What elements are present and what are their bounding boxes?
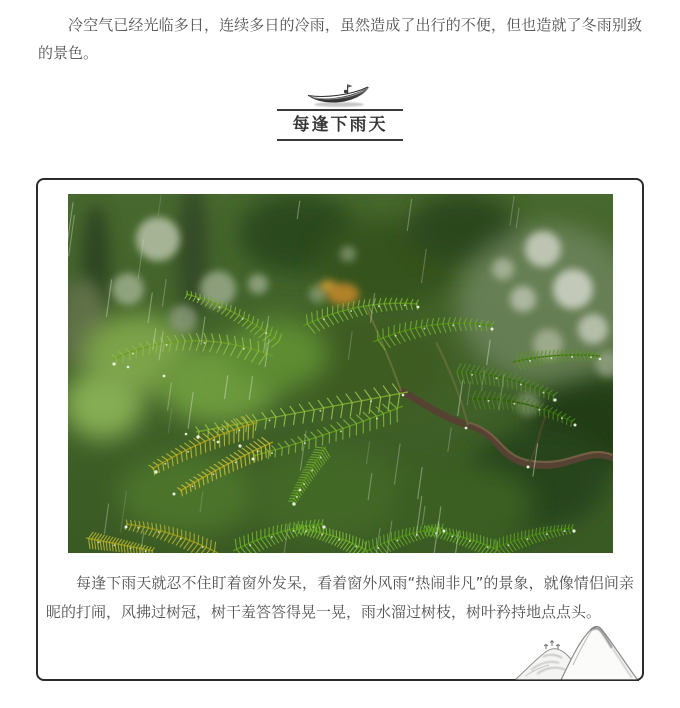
photo-caption: 每逢下雨天就忍不住盯着窗外发呆，看着窗外风雨“热闹非凡”的景象，就像情侣间亲昵的打闹，风拂过树冠，树干羞答答得晃一晃，雨水溜过树枝，树叶矜持地点点头。: [46, 574, 634, 621]
divider-line-bottom: [277, 139, 403, 141]
mountain-icon: [513, 621, 639, 681]
section-header: [277, 109, 403, 141]
section-title: 每逢下雨天: [292, 115, 388, 135]
rainy-tree-photo: [68, 194, 613, 553]
boat-icon: [305, 81, 375, 108]
intro-paragraph: 冷空气已经光临多日，连续多日的冷雨，虽然造成了出行的不便，但也造就了冬雨别致的景色。: [38, 16, 642, 62]
photo-card: [36, 178, 644, 681]
